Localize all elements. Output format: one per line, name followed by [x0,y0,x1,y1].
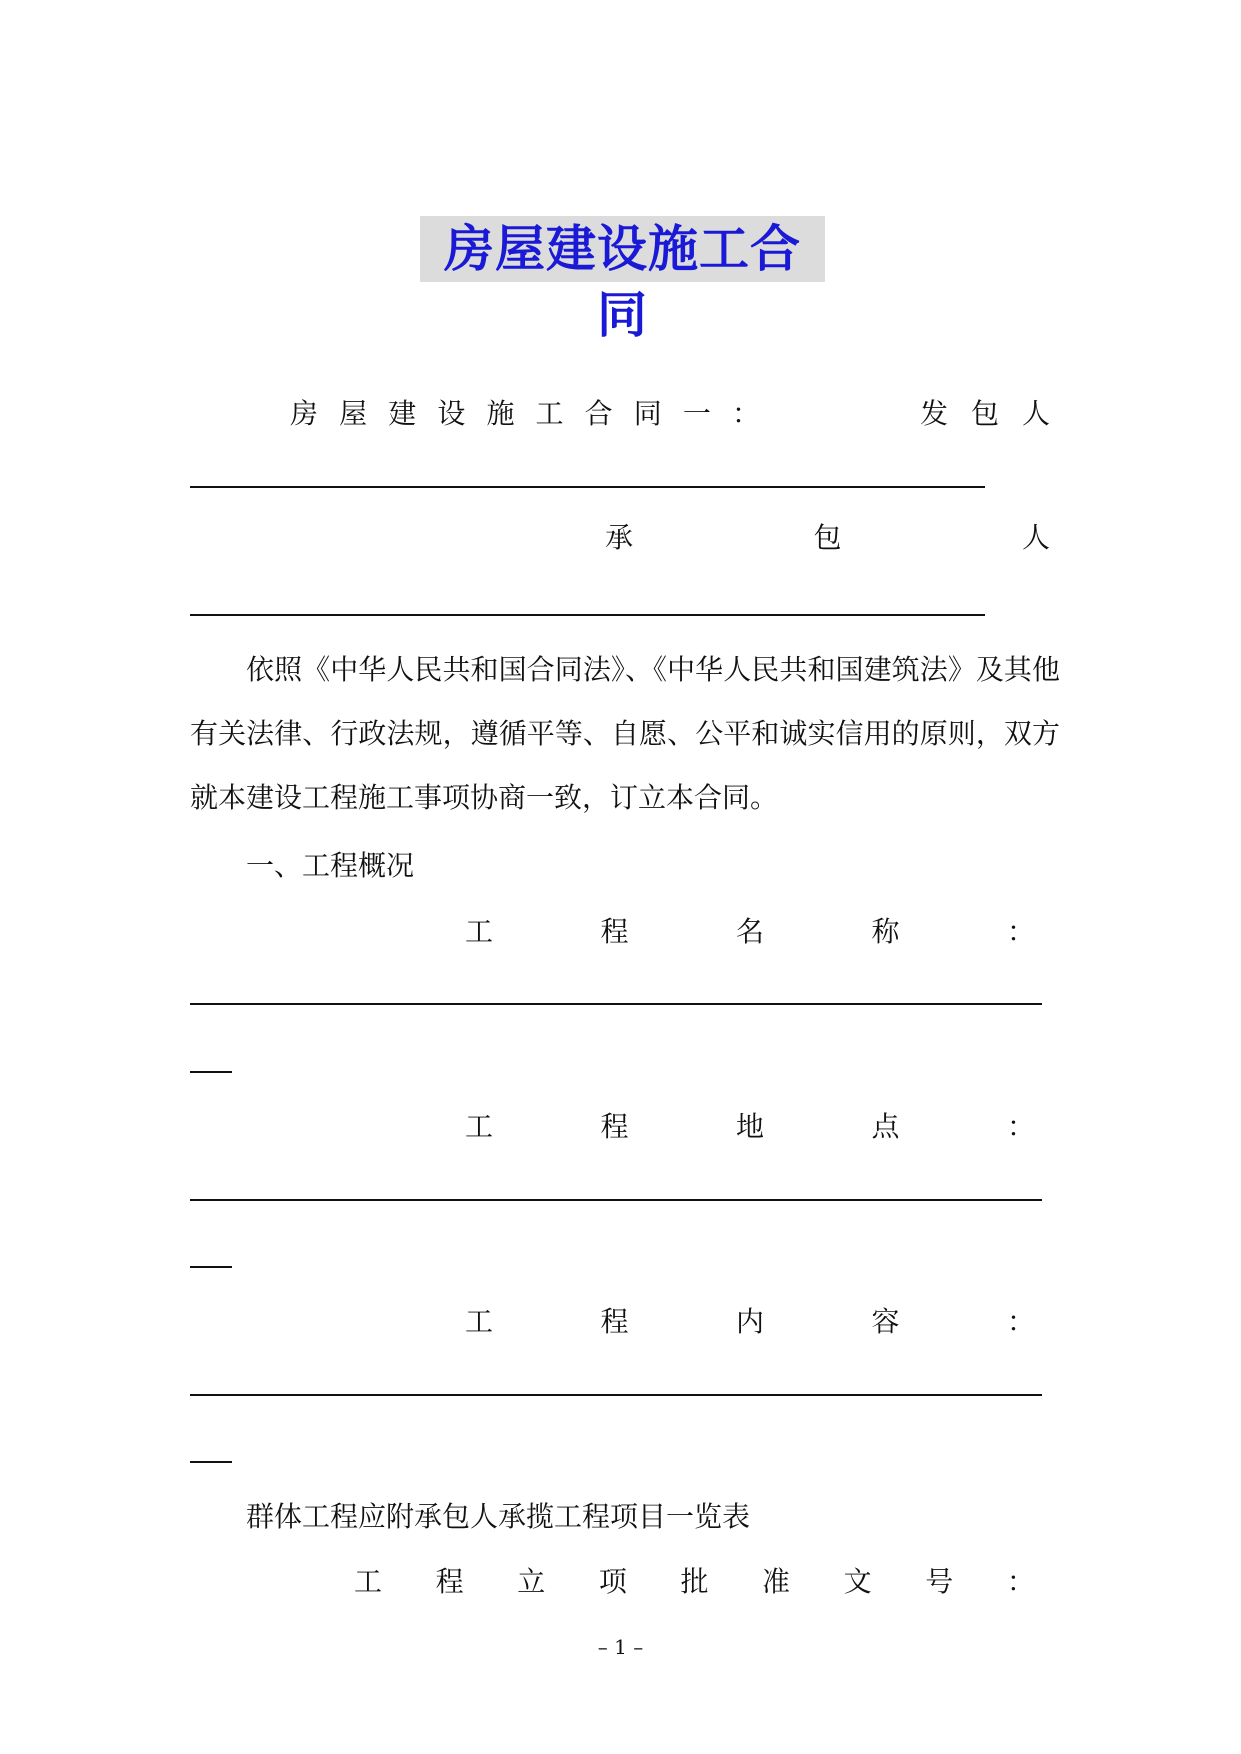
project-content-blank-line-tail [190,1461,232,1463]
heading-char: 屋 [339,397,368,430]
field-char: 容 [871,1305,900,1338]
field-char: ： [1006,1110,1035,1143]
project-name-blank-line-tail [190,1071,232,1073]
document-title: 房屋建设施工合同 [420,216,825,282]
project-name-blank-line [190,1003,1042,1005]
field-char: ： [1006,1565,1035,1598]
page-number: – 1 – [597,1635,644,1659]
contractor-char: 包 [813,521,842,554]
field-project-location [465,1107,1035,1147]
field-approval-number [354,1562,1035,1602]
heading-char: ： [731,397,760,430]
issuer-blank-line [190,486,985,488]
project-location-blank-line-tail [190,1266,232,1268]
heading-char: 建 [388,397,417,430]
contractor-label [605,518,1050,558]
field-char: 立 [517,1565,546,1598]
intro-paragraph: 依照《中华人民共和国合同法》、《中华人民共和国建筑法》及其他有关法律、行政法规，遵循平等、自愿、公平和诚实信用的原则，双方就本建设工程施工事项协商一致，订立本合同。 [190,653,1060,814]
field-char: ： [1006,915,1035,948]
heading-char: 合 [584,397,613,430]
project-content-blank-line [190,1394,1042,1396]
field-char: 程 [600,1305,629,1338]
field-char: 工 [465,915,494,948]
contract-heading-line [290,394,760,434]
field-char: 文 [843,1565,872,1598]
contractor-blank-line [190,614,985,616]
field-char: 工 [354,1565,383,1598]
issuer-char: 人 [1021,397,1050,430]
field-char: 内 [735,1305,764,1338]
group-project-note: 群体工程应附承包人承揽工程项目一览表 [246,1500,751,1533]
heading-char: 同 [633,397,662,430]
section-heading: 一、工程概况 [246,849,415,882]
issuer-char: 发 [920,397,949,430]
contractor-char: 承 [605,521,634,554]
heading-char: 房 [290,397,319,430]
field-char: 名 [735,915,764,948]
field-char: 批 [680,1565,709,1598]
field-char: 点 [871,1110,900,1143]
field-project-content [465,1302,1035,1342]
issuer-label [920,394,1050,434]
heading-char: 一 [682,397,711,430]
field-char: 号 [925,1565,954,1598]
field-project-name [465,912,1035,952]
field-char: ： [1006,1305,1035,1338]
field-char: 地 [735,1110,764,1143]
field-char: 称 [871,915,900,948]
issuer-char: 包 [970,397,999,430]
contractor-char: 人 [1021,521,1050,554]
field-char: 准 [762,1565,791,1598]
heading-char: 设 [437,397,466,430]
field-char: 程 [600,1110,629,1143]
field-char: 程 [435,1565,464,1598]
field-char: 工 [465,1305,494,1338]
field-char: 程 [600,915,629,948]
heading-char: 工 [535,397,564,430]
field-char: 项 [598,1565,627,1598]
heading-char: 施 [486,397,515,430]
project-location-blank-line [190,1199,1042,1201]
field-char: 工 [465,1110,494,1143]
